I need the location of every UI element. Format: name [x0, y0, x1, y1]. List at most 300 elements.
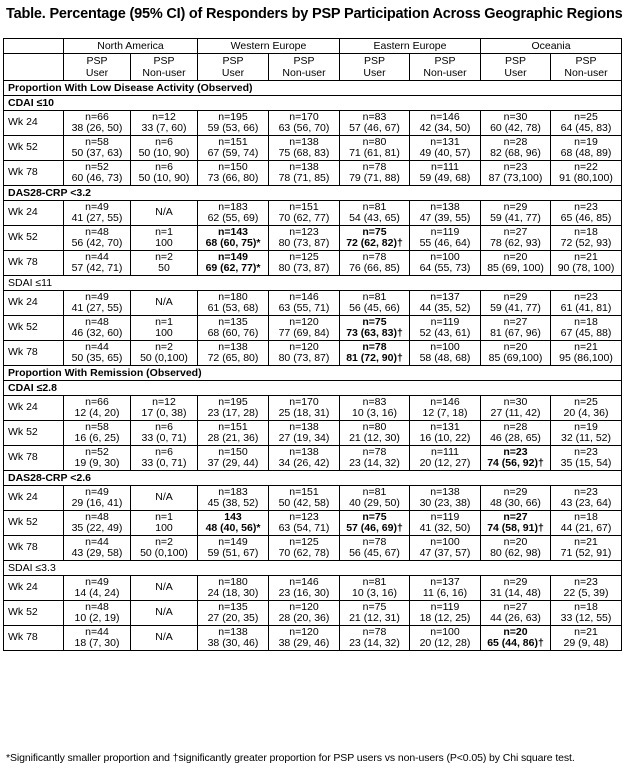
- percentage-ci: 23 (14, 32): [349, 457, 400, 469]
- region-header: North America: [64, 39, 198, 54]
- sample-size: n=44: [85, 340, 109, 353]
- section-header-row: [4, 81, 622, 96]
- value-cell: [551, 396, 622, 421]
- sample-size: n=151: [218, 135, 248, 148]
- sample-size: n=150: [218, 445, 248, 458]
- measure-label: CDAI ≤2.8: [4, 381, 622, 396]
- sample-size: n=6: [155, 160, 173, 173]
- percentage-ci: 73 (66, 80): [207, 172, 259, 184]
- value-cell: [551, 226, 622, 251]
- sample-size: n=44: [85, 250, 109, 263]
- sample-size: n=138: [218, 625, 248, 638]
- value-cell: [481, 316, 551, 341]
- percentage-ci: 67 (45, 88): [560, 327, 612, 339]
- percentage-ci: 64 (55, 73): [419, 262, 471, 274]
- percentage-ci: 69 (62, 77)*: [205, 262, 261, 274]
- sample-size: n=78: [362, 160, 387, 173]
- sample-size: n=6: [155, 135, 173, 148]
- percentage-ci: 29 (16, 41): [71, 497, 123, 509]
- sample-size: n=180: [218, 290, 248, 303]
- percentage-ci: 100: [155, 327, 173, 339]
- value-cell: [551, 446, 622, 471]
- value-cell: [269, 111, 340, 136]
- percentage-ci: 10 (3, 16): [352, 587, 397, 599]
- value-cell: [410, 136, 481, 161]
- value-cell: [131, 576, 198, 601]
- percentage-ci: 74 (58, 91)†: [487, 522, 544, 534]
- sample-size: n=81: [362, 485, 387, 498]
- table-row: [4, 226, 622, 251]
- sample-size: n=78: [362, 445, 387, 458]
- measure-label: SDAI ≤11: [4, 276, 622, 291]
- percentage-ci: 44 (35, 52): [419, 302, 471, 314]
- percentage-ci: 25 (18, 31): [278, 407, 330, 419]
- percentage-ci: 37 (29, 44): [207, 457, 259, 469]
- value-cell: [64, 136, 131, 161]
- percentage-ci: 22 (5, 39): [563, 587, 609, 599]
- value-cell: [551, 111, 622, 136]
- value-cell: [269, 201, 340, 226]
- value-cell: [269, 446, 340, 471]
- section-label: Proportion With Remission (Observed): [4, 366, 622, 381]
- value-cell: [340, 486, 410, 511]
- percentage-ci: N/A: [155, 206, 173, 219]
- value-cell: [481, 486, 551, 511]
- table-row: [4, 421, 622, 446]
- sample-size: n=23: [503, 160, 528, 173]
- value-cell: [340, 601, 410, 626]
- sample-size: n=75: [362, 510, 387, 523]
- sample-size: n=120: [289, 315, 319, 328]
- percentage-ci: 52 (43, 61): [419, 327, 471, 339]
- value-cell: [551, 291, 622, 316]
- value-cell: [64, 446, 131, 471]
- percentage-ci: 65 (44, 86)†: [487, 637, 544, 649]
- percentage-ci: 20 (4, 36): [563, 407, 609, 419]
- psp-nonuser-header: PSP Non-user: [410, 54, 481, 81]
- percentage-ci: 62 (55, 69): [207, 212, 259, 224]
- table-row: [4, 111, 622, 136]
- table-row: [4, 601, 622, 626]
- percentage-ci: 40 (29, 50): [349, 497, 400, 509]
- sample-size: n=27: [503, 225, 528, 238]
- percentage-ci: 28 (20, 36): [278, 612, 330, 624]
- table-row: [4, 341, 622, 366]
- value-cell: [481, 536, 551, 561]
- sample-size: n=18: [574, 315, 598, 328]
- value-cell: [551, 421, 622, 446]
- measure-header-row: [4, 186, 622, 201]
- table-row: [4, 446, 622, 471]
- value-cell: [269, 226, 340, 251]
- percentage-ci: 34 (26, 42): [278, 457, 330, 469]
- sample-size: n=100: [430, 625, 460, 638]
- sample-size: n=44: [85, 625, 109, 638]
- header-subheaders-row: [4, 54, 622, 81]
- percentage-ci: 38 (30, 46): [207, 637, 259, 649]
- percentage-ci: 50 (42, 58): [278, 497, 330, 509]
- percentage-ci: 50 (37, 63): [71, 147, 123, 159]
- sample-size: n=81: [362, 290, 387, 303]
- value-cell: [198, 316, 269, 341]
- value-cell: [64, 201, 131, 226]
- sample-size: n=138: [289, 135, 319, 148]
- value-cell: [269, 251, 340, 276]
- percentage-ci: 68 (60, 75)*: [205, 237, 261, 249]
- percentage-ci: 33 (7, 60): [141, 122, 187, 134]
- sample-size: n=2: [155, 250, 173, 263]
- sample-size: n=131: [430, 420, 460, 433]
- value-cell: [269, 511, 340, 536]
- value-cell: [340, 316, 410, 341]
- sample-size: n=52: [85, 160, 109, 173]
- value-cell: [64, 626, 131, 651]
- percentage-ci: 48 (40, 56)*: [205, 522, 261, 534]
- value-cell: [198, 511, 269, 536]
- value-cell: [269, 291, 340, 316]
- sample-size: n=119: [430, 315, 460, 328]
- percentage-ci: 78 (62, 93): [490, 237, 541, 249]
- sample-size: n=48: [85, 315, 109, 328]
- percentage-ci: 47 (37, 57): [419, 547, 471, 559]
- value-cell: [410, 251, 481, 276]
- percentage-ci: 23 (17, 28): [207, 407, 259, 419]
- sample-size: n=29: [503, 290, 528, 303]
- percentage-ci: 38 (29, 46): [278, 637, 330, 649]
- table-row: [4, 161, 622, 186]
- table-row: [4, 486, 622, 511]
- percentage-ci: 12 (7, 18): [422, 407, 468, 419]
- header-corner: [4, 54, 64, 81]
- sample-size: n=1: [155, 315, 173, 328]
- percentage-ci: 76 (66, 85): [349, 262, 400, 274]
- sample-size: n=22: [574, 160, 598, 173]
- sample-size: n=111: [431, 160, 459, 173]
- percentage-ci: 27 (20, 35): [207, 612, 259, 624]
- value-cell: [269, 341, 340, 366]
- week-label: Wk 24: [4, 396, 64, 421]
- sample-size: n=151: [289, 200, 319, 213]
- region-header: Oceania: [481, 39, 622, 54]
- percentage-ci: 28 (21, 36): [207, 432, 259, 444]
- value-cell: [481, 136, 551, 161]
- value-cell: [64, 576, 131, 601]
- value-cell: [198, 161, 269, 186]
- sample-size: n=49: [85, 575, 109, 588]
- week-label: Wk 52: [4, 316, 64, 341]
- value-cell: [131, 396, 198, 421]
- sample-size: n=44: [85, 535, 109, 548]
- percentage-ci: 56 (45, 67): [349, 547, 400, 559]
- percentage-ci: 44 (21, 67): [560, 522, 612, 534]
- value-cell: [131, 421, 198, 446]
- value-cell: [340, 251, 410, 276]
- table-row: [4, 576, 622, 601]
- sample-size: n=100: [430, 250, 460, 263]
- percentage-ci: N/A: [155, 296, 173, 309]
- percentage-ci: 95 (86,100): [559, 352, 613, 364]
- percentage-ci: 57 (46, 69)†: [346, 522, 403, 534]
- value-cell: [410, 396, 481, 421]
- percentage-ci: 61 (53, 68): [207, 302, 259, 314]
- sample-size: n=2: [155, 340, 173, 353]
- sample-size: n=137: [430, 290, 460, 303]
- sample-size: n=123: [289, 510, 319, 523]
- percentage-ci: 20 (12, 27): [419, 457, 471, 469]
- value-cell: [131, 136, 198, 161]
- sample-size: n=28: [503, 135, 528, 148]
- percentage-ci: 79 (71, 88): [349, 172, 400, 184]
- value-cell: [410, 576, 481, 601]
- sample-size: n=2: [155, 535, 173, 548]
- percentage-ci: N/A: [155, 581, 173, 594]
- value-cell: [131, 601, 198, 626]
- percentage-ci: 80 (73, 87): [278, 237, 330, 249]
- value-cell: [481, 421, 551, 446]
- value-cell: [551, 161, 622, 186]
- value-cell: [131, 111, 198, 136]
- percentage-ci: 80 (73, 87): [278, 262, 330, 274]
- percentage-ci: 65 (46, 85): [560, 212, 612, 224]
- percentage-ci: 72 (52, 93): [560, 237, 612, 249]
- value-cell: [340, 291, 410, 316]
- value-cell: [410, 201, 481, 226]
- value-cell: [269, 626, 340, 651]
- value-cell: [551, 251, 622, 276]
- sample-size: n=78: [362, 340, 387, 353]
- sample-size: n=100: [430, 535, 460, 548]
- percentage-ci: 41 (27, 55): [71, 212, 123, 224]
- week-label: Wk 52: [4, 601, 64, 626]
- sample-size: n=29: [503, 485, 528, 498]
- psp-user-header: PSP User: [198, 54, 269, 81]
- measure-header-row: [4, 471, 622, 486]
- percentage-ci: 35 (15, 54): [560, 457, 612, 469]
- value-cell: [551, 486, 622, 511]
- percentage-ci: 29 (9, 48): [563, 637, 609, 649]
- value-cell: [340, 421, 410, 446]
- section-header-row: [4, 366, 622, 381]
- sample-size: n=125: [289, 250, 319, 263]
- sample-size: n=151: [218, 420, 248, 433]
- percentage-ci: 54 (43, 65): [349, 212, 400, 224]
- value-cell: [198, 421, 269, 446]
- value-cell: [410, 341, 481, 366]
- week-label: Wk 24: [4, 486, 64, 511]
- percentage-ci: 43 (29, 58): [71, 547, 123, 559]
- sample-size: n=78: [362, 625, 387, 638]
- value-cell: [340, 161, 410, 186]
- sample-size: n=83: [362, 110, 387, 123]
- week-label: Wk 24: [4, 201, 64, 226]
- value-cell: [410, 601, 481, 626]
- value-cell: [340, 396, 410, 421]
- value-cell: [64, 511, 131, 536]
- value-cell: [340, 626, 410, 651]
- value-cell: [131, 226, 198, 251]
- sample-size: n=23: [503, 445, 528, 458]
- value-cell: [410, 421, 481, 446]
- value-cell: [481, 201, 551, 226]
- measure-header-row: [4, 96, 622, 111]
- percentage-ci: 72 (62, 82)†: [346, 237, 403, 249]
- sample-size: n=80: [362, 420, 387, 433]
- percentage-ci: 67 (59, 74): [207, 147, 259, 159]
- psp-user-header: PSP User: [340, 54, 410, 81]
- sample-size: n=6: [155, 445, 173, 458]
- percentage-ci: 16 (10, 22): [419, 432, 471, 444]
- table-row: [4, 396, 622, 421]
- value-cell: [410, 291, 481, 316]
- value-cell: [340, 111, 410, 136]
- value-cell: [481, 576, 551, 601]
- sample-size: n=81: [362, 200, 387, 213]
- percentage-ci: 70 (62, 78): [278, 547, 330, 559]
- sample-size: n=100: [430, 340, 460, 353]
- sample-size: n=81: [362, 575, 387, 588]
- psp-nonuser-header: PSP Non-user: [551, 54, 622, 81]
- value-cell: [198, 486, 269, 511]
- sample-size: n=66: [85, 395, 109, 408]
- percentage-ci: 63 (55, 71): [278, 302, 330, 314]
- percentage-ci: 74 (56, 92)†: [487, 457, 544, 469]
- sample-size: n=131: [430, 135, 460, 148]
- value-cell: [198, 536, 269, 561]
- value-cell: [198, 626, 269, 651]
- sample-size: n=183: [218, 200, 248, 213]
- value-cell: [198, 291, 269, 316]
- value-cell: [551, 136, 622, 161]
- week-label: Wk 78: [4, 536, 64, 561]
- value-cell: [198, 251, 269, 276]
- table-row: [4, 626, 622, 651]
- sample-size: n=170: [289, 395, 319, 408]
- value-cell: [551, 341, 622, 366]
- sample-size: n=119: [430, 225, 460, 238]
- value-cell: [551, 601, 622, 626]
- percentage-ci: 35 (22, 49): [71, 522, 123, 534]
- measure-header-row: [4, 276, 622, 291]
- percentage-ci: 33 (0, 71): [141, 457, 187, 469]
- value-cell: [131, 161, 198, 186]
- value-cell: [198, 136, 269, 161]
- percentage-ci: 50 (0,100): [140, 547, 188, 559]
- sample-size: n=146: [289, 575, 319, 588]
- sample-size: n=146: [430, 110, 460, 123]
- value-cell: [131, 536, 198, 561]
- sample-size: n=29: [503, 200, 528, 213]
- sample-size: n=12: [152, 395, 176, 408]
- percentage-ci: 27 (11, 42): [490, 407, 541, 419]
- sample-size: n=49: [85, 290, 109, 303]
- sample-size: n=48: [85, 600, 109, 613]
- percentage-ci: 41 (27, 55): [71, 302, 123, 314]
- table-row: [4, 536, 622, 561]
- sample-size: n=19: [574, 135, 598, 148]
- percentage-ci: 57 (46, 67): [349, 122, 400, 134]
- week-label: Wk 78: [4, 161, 64, 186]
- percentage-ci: 31 (14, 48): [490, 587, 541, 599]
- measure-header-row: [4, 561, 622, 576]
- sample-size: n=23: [574, 200, 598, 213]
- percentage-ci: 80 (73, 87): [278, 352, 330, 364]
- sample-size: n=83: [362, 395, 387, 408]
- sample-size: n=6: [155, 420, 173, 433]
- value-cell: [481, 626, 551, 651]
- value-cell: [481, 341, 551, 366]
- sample-size: n=20: [503, 340, 528, 353]
- percentage-ci: 81 (67, 96): [490, 327, 541, 339]
- value-cell: [551, 511, 622, 536]
- value-cell: [340, 576, 410, 601]
- value-cell: [269, 136, 340, 161]
- table-row: [4, 136, 622, 161]
- week-label: Wk 78: [4, 626, 64, 651]
- value-cell: [410, 511, 481, 536]
- region-header: Western Europe: [198, 39, 340, 54]
- value-cell: [269, 421, 340, 446]
- value-cell: [198, 201, 269, 226]
- percentage-ci: N/A: [155, 491, 173, 504]
- percentage-ci: 91 (80,100): [559, 172, 613, 184]
- sample-size: n=48: [85, 510, 109, 523]
- value-cell: [481, 226, 551, 251]
- value-cell: [64, 251, 131, 276]
- value-cell: [64, 421, 131, 446]
- value-cell: [410, 161, 481, 186]
- value-cell: [269, 486, 340, 511]
- sample-size: n=12: [152, 110, 176, 123]
- sample-size: n=138: [430, 485, 460, 498]
- measure-label: DAS28-CRP <3.2: [4, 186, 622, 201]
- week-label: Wk 78: [4, 251, 64, 276]
- percentage-ci: 27 (19, 34): [278, 432, 330, 444]
- sample-size: n=149: [218, 535, 248, 548]
- sample-size: n=75: [362, 600, 387, 613]
- sample-size: 143: [224, 510, 242, 523]
- sample-size: n=23: [574, 290, 598, 303]
- percentage-ci: 46 (28, 65): [490, 432, 541, 444]
- percentage-ci: 33 (0, 71): [141, 432, 187, 444]
- sample-size: n=138: [430, 200, 460, 213]
- value-cell: [131, 201, 198, 226]
- value-cell: [340, 511, 410, 536]
- percentage-ci: 12 (4, 20): [74, 407, 120, 419]
- measure-label: CDAI ≤10: [4, 96, 622, 111]
- sample-size: n=180: [218, 575, 248, 588]
- value-cell: [198, 396, 269, 421]
- sample-size: n=23: [574, 575, 598, 588]
- sample-size: n=170: [289, 110, 319, 123]
- value-cell: [131, 486, 198, 511]
- percentage-ci: 20 (12, 28): [419, 637, 471, 649]
- percentage-ci: 100: [155, 237, 173, 249]
- sample-size: n=125: [289, 535, 319, 548]
- value-cell: [340, 341, 410, 366]
- percentage-ci: 59 (51, 67): [207, 547, 259, 559]
- sample-size: n=1: [155, 510, 173, 523]
- sample-size: n=66: [85, 110, 109, 123]
- percentage-ci: 10 (2, 19): [74, 612, 120, 624]
- value-cell: [198, 601, 269, 626]
- percentage-ci: 10 (3, 16): [352, 407, 397, 419]
- value-cell: [551, 536, 622, 561]
- percentage-ci: 33 (12, 55): [560, 612, 612, 624]
- percentage-ci: 21 (12, 30): [349, 432, 400, 444]
- value-cell: [340, 446, 410, 471]
- value-cell: [551, 576, 622, 601]
- week-label: Wk 78: [4, 341, 64, 366]
